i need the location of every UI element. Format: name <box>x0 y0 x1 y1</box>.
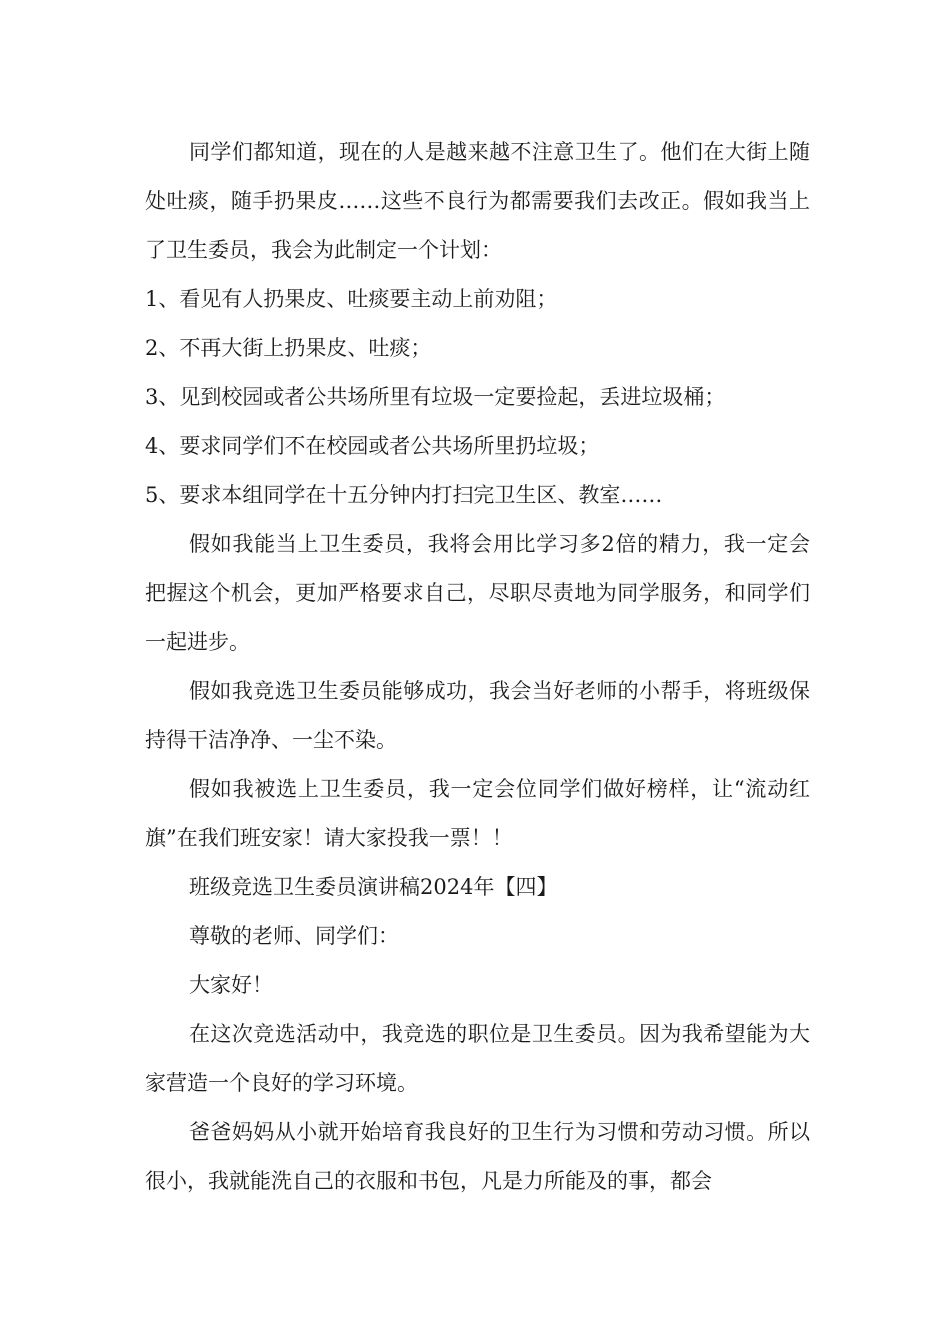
paragraph-habits: 爸爸妈妈从小就开始培育我良好的卫生行为习惯和劳动习惯。所以很小，我就能洗自己的衣服和书包，凡是力所能及的事，都会 <box>145 1120 810 1193</box>
plan-item-2: 2、不再大街上扔果皮、吐痰； <box>145 336 432 360</box>
paragraph-vote-request: 假如我被选上卫生委员，我一定会位同学们做好榜样，让“流动红旗”在我们班安家！请大家投我一票！！ <box>145 777 810 850</box>
paragraph-commitment: 假如我能当上卫生委员，我将会用比学习多2倍的精力，我一定会把握这个机会，更加严格要求自己，尽职尽责地为同学服务，和同学们一起进步。 <box>145 532 810 654</box>
document-body <box>145 128 810 1206</box>
plan-item-4: 4、要求同学们不在校园或者公共场所里扔垃圾； <box>145 434 600 458</box>
salutation: 尊敬的老师、同学们： <box>189 924 399 948</box>
plan-item-1: 1、看见有人扔果皮、吐痰要主动上前劝阻； <box>145 287 558 311</box>
paragraph-intro: 同学们都知道，现在的人是越来越不注意卫生了。他们在大街上随处吐痰，随手扔果皮……这些不良行为都需要我们去改正。假如我当上了卫生委员，我会为此制定一个计划： <box>145 140 810 262</box>
greeting: 大家好！ <box>189 973 273 997</box>
plan-item-5: 5、要求本组同学在十五分钟内打扫完卫生区、教室…… <box>145 483 663 507</box>
plan-item-3: 3、见到校园或者公共场所里有垃圾一定要捡起，丢进垃圾桶； <box>145 385 726 409</box>
paragraph-success: 假如我竞选卫生委员能够成功，我会当好老师的小帮手，将班级保持得干洁净净、一尘不染。 <box>145 679 810 752</box>
paragraph-position: 在这次竞选活动中，我竞选的职位是卫生委员。因为我希望能为大家营造一个良好的学习环境。 <box>145 1022 810 1095</box>
section-heading: 班级竞选卫生委员演讲稿2024年【四】 <box>189 875 558 899</box>
